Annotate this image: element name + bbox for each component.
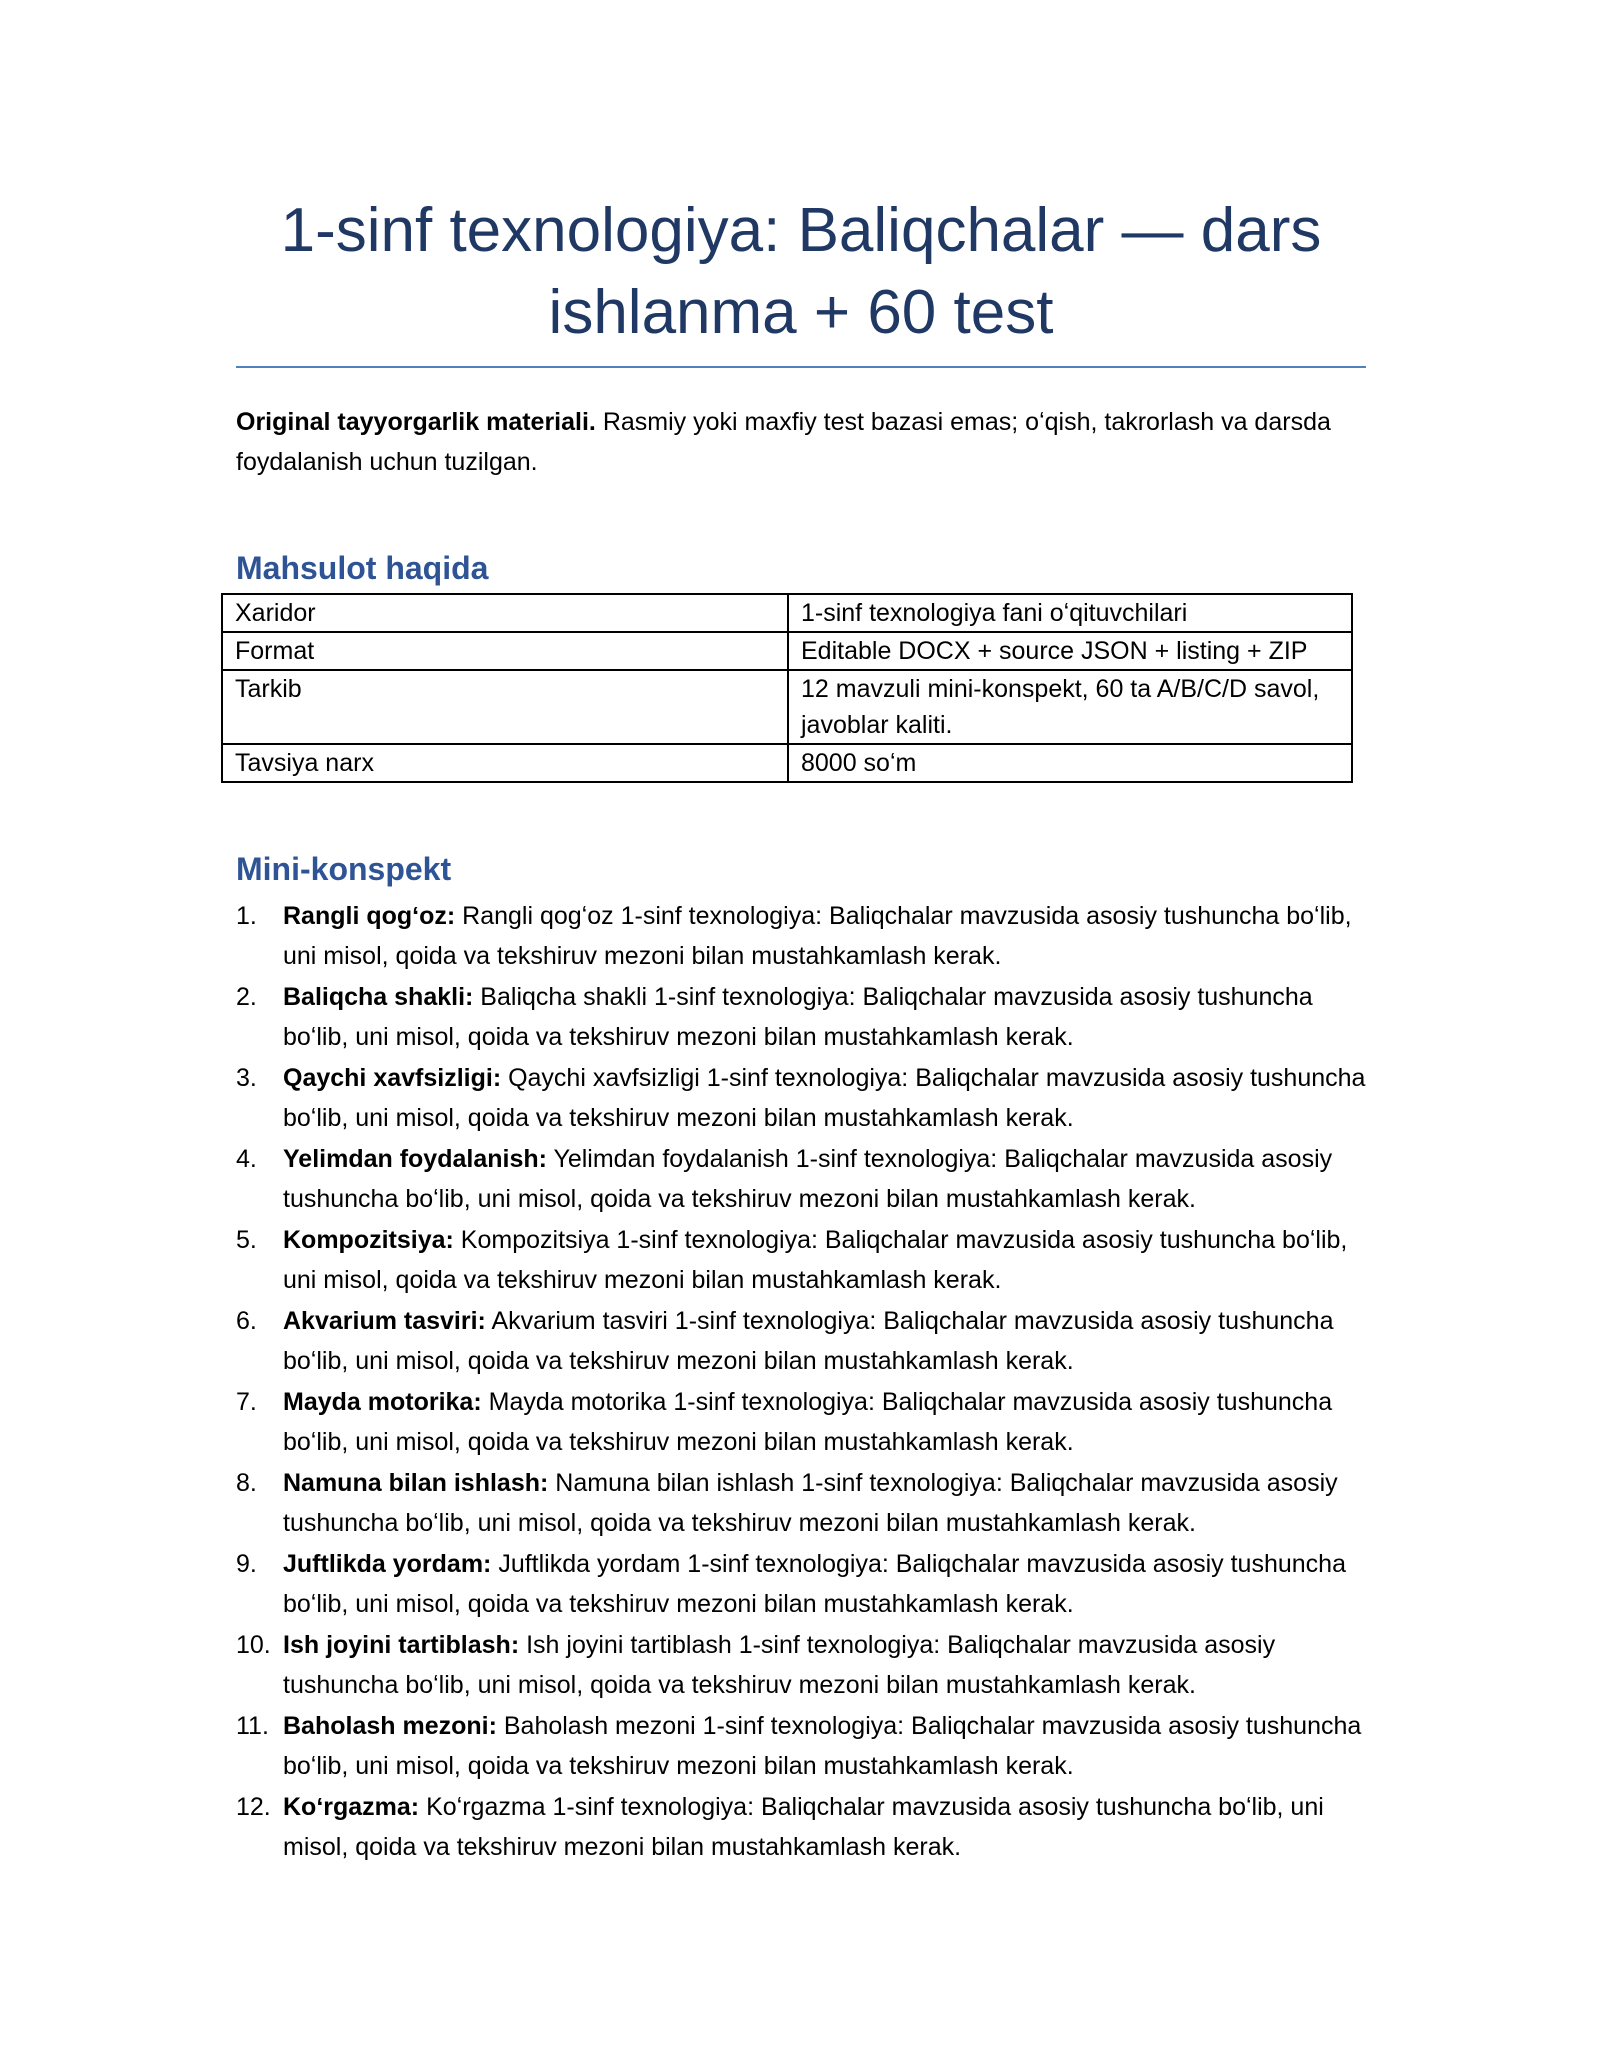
intro-text: Rasmiy yoki maxfiy test bazasi emas; oʻqish, takrorlash va darsda foydalanish uchun tuzilgan. <box>236 408 1331 476</box>
list-item-number: 2. <box>236 983 257 1011</box>
list-item-text: Kompozitsiya 1-sinf texnologiya: Baliqchalar mavzusida asosiy tushuncha boʻlib, uni misol, qoida va tekshiruv mezoni bilan mustahkamlash kerak. <box>283 1226 1348 1294</box>
list-item-text: Koʻrgazma 1-sinf texnologiya: Baliqchalar mavzusida asosiy tushuncha boʻlib, uni misol, qoida va tekshiruv mezoni bilan mustahkamlash kerak. <box>283 1793 1324 1861</box>
product-table <box>221 593 1353 783</box>
table-cell-key: Format <box>222 632 788 670</box>
list-item <box>236 977 1366 1057</box>
list-item-text: Yelimdan foydalanish 1-sinf texnologiya: Baliqchalar mavzusida asosiy tushuncha boʻlib, uni misol, qoida va tekshiruv mezoni bilan mustahkamlash kerak. <box>283 1145 1333 1213</box>
list-item-number: 1. <box>236 902 257 930</box>
table-row <box>222 670 1352 744</box>
list-item-number: 11. <box>236 1712 269 1740</box>
list-item-text: Rangli qogʻoz 1-sinf texnologiya: Baliqchalar mavzusida asosiy tushuncha boʻlib, uni misol, qoida va tekshiruv mezoni bilan mustahkamlash kerak. <box>283 902 1352 970</box>
table-cell-value: 8000 soʻm <box>788 744 1352 782</box>
table-cell-key: Tavsiya narx <box>222 744 788 782</box>
document-page <box>236 190 1366 1868</box>
list-item-term: Akvarium tasviri: <box>283 1307 486 1335</box>
list-item-number: 5. <box>236 1226 257 1254</box>
list-item-term: Ish joyini tartiblash: <box>283 1631 520 1659</box>
table-cell-value: 12 mavzuli mini-konspekt, 60 ta A/B/C/D savol, javoblar kaliti. <box>788 670 1352 744</box>
list-item <box>236 1301 1366 1381</box>
list-item-term: Baliqcha shakli: <box>283 983 474 1011</box>
list-item-term: Kompozitsiya: <box>283 1226 454 1254</box>
table-row <box>222 744 1352 782</box>
list-item-text: Juftlikda yordam 1-sinf texnologiya: Baliqchalar mavzusida asosiy tushuncha boʻlib, uni misol, qoida va tekshiruv mezoni bilan mustahkamlash kerak. <box>283 1550 1346 1618</box>
table-row <box>222 594 1352 632</box>
list-item-number: 8. <box>236 1469 257 1497</box>
list-item-number: 6. <box>236 1307 257 1335</box>
list-item-term: Baholash mezoni: <box>283 1712 497 1740</box>
list-item-text: Ish joyini tartiblash 1-sinf texnologiya: Baliqchalar mavzusida asosiy tushuncha boʻlib, uni misol, qoida va tekshiruv mezoni bilan mustahkamlash kerak. <box>283 1631 1276 1699</box>
list-item-number: 10. <box>236 1631 271 1659</box>
table-cell-key: Xaridor <box>222 594 788 632</box>
list-item-term: Juftlikda yordam: <box>283 1550 492 1578</box>
list-item-term: Yelimdan foydalanish: <box>283 1145 547 1173</box>
list-item <box>236 1058 1366 1138</box>
document-title: 1-sinf texnologiya: Baliqchalar — dars ishlanma + 60 test <box>236 190 1366 368</box>
konspekt-list <box>236 896 1366 1867</box>
list-item-term: Mayda motorika: <box>283 1388 482 1416</box>
list-item-term: Namuna bilan ishlash: <box>283 1469 549 1497</box>
list-item-text: Baliqcha shakli 1-sinf texnologiya: Baliqchalar mavzusida asosiy tushuncha boʻlib, uni misol, qoida va tekshiruv mezoni bilan mustahkamlash kerak. <box>283 983 1313 1051</box>
list-item-number: 7. <box>236 1388 257 1416</box>
list-item <box>236 1382 1366 1462</box>
list-item <box>236 1787 1366 1867</box>
list-item-number: 3. <box>236 1064 257 1092</box>
list-item <box>236 1706 1366 1786</box>
table-cell-value: 1-sinf texnologiya fani oʻqituvchilari <box>788 594 1352 632</box>
list-item-text: Baholash mezoni 1-sinf texnologiya: Baliqchalar mavzusida asosiy tushuncha boʻlib, uni misol, qoida va tekshiruv mezoni bilan mustahkamlash kerak. <box>283 1712 1362 1780</box>
intro-bold: Original tayyorgarlik materiali. <box>236 408 596 436</box>
list-item <box>236 896 1366 976</box>
list-item-text: Akvarium tasviri 1-sinf texnologiya: Baliqchalar mavzusida asosiy tushuncha boʻlib, uni misol, qoida va tekshiruv mezoni bilan mustahkamlash kerak. <box>283 1307 1334 1375</box>
list-item <box>236 1544 1366 1624</box>
product-heading: Mahsulot haqida <box>236 550 489 586</box>
list-item-number: 12. <box>236 1793 271 1821</box>
list-item-number: 9. <box>236 1550 257 1578</box>
list-item-number: 4. <box>236 1145 257 1173</box>
list-item-text: Mayda motorika 1-sinf texnologiya: Baliqchalar mavzusida asosiy tushuncha boʻlib, uni misol, qoida va tekshiruv mezoni bilan mustahkamlash kerak. <box>283 1388 1333 1456</box>
list-item <box>236 1625 1366 1705</box>
list-item <box>236 1463 1366 1543</box>
list-item-term: Koʻrgazma: <box>283 1793 420 1821</box>
konspekt-heading: Mini-konspekt <box>236 851 452 887</box>
list-item-term: Rangli qogʻoz: <box>283 902 456 930</box>
list-item <box>236 1139 1366 1219</box>
table-row <box>222 632 1352 670</box>
list-item-term: Qaychi xavfsizligi: <box>283 1064 502 1092</box>
table-cell-key: Tarkib <box>222 670 788 744</box>
intro-paragraph <box>236 402 1366 482</box>
table-cell-value: Editable DOCX + source JSON + listing + ZIP <box>788 632 1352 670</box>
list-item-text: Qaychi xavfsizligi 1-sinf texnologiya: Baliqchalar mavzusida asosiy tushuncha boʻlib, uni misol, qoida va tekshiruv mezoni bilan mustahkamlash kerak. <box>283 1064 1366 1132</box>
list-item-text: Namuna bilan ishlash 1-sinf texnologiya: Baliqchalar mavzusida asosiy tushuncha boʻlib, uni misol, qoida va tekshiruv mezoni bilan mustahkamlash kerak. <box>283 1469 1338 1537</box>
list-item <box>236 1220 1366 1300</box>
